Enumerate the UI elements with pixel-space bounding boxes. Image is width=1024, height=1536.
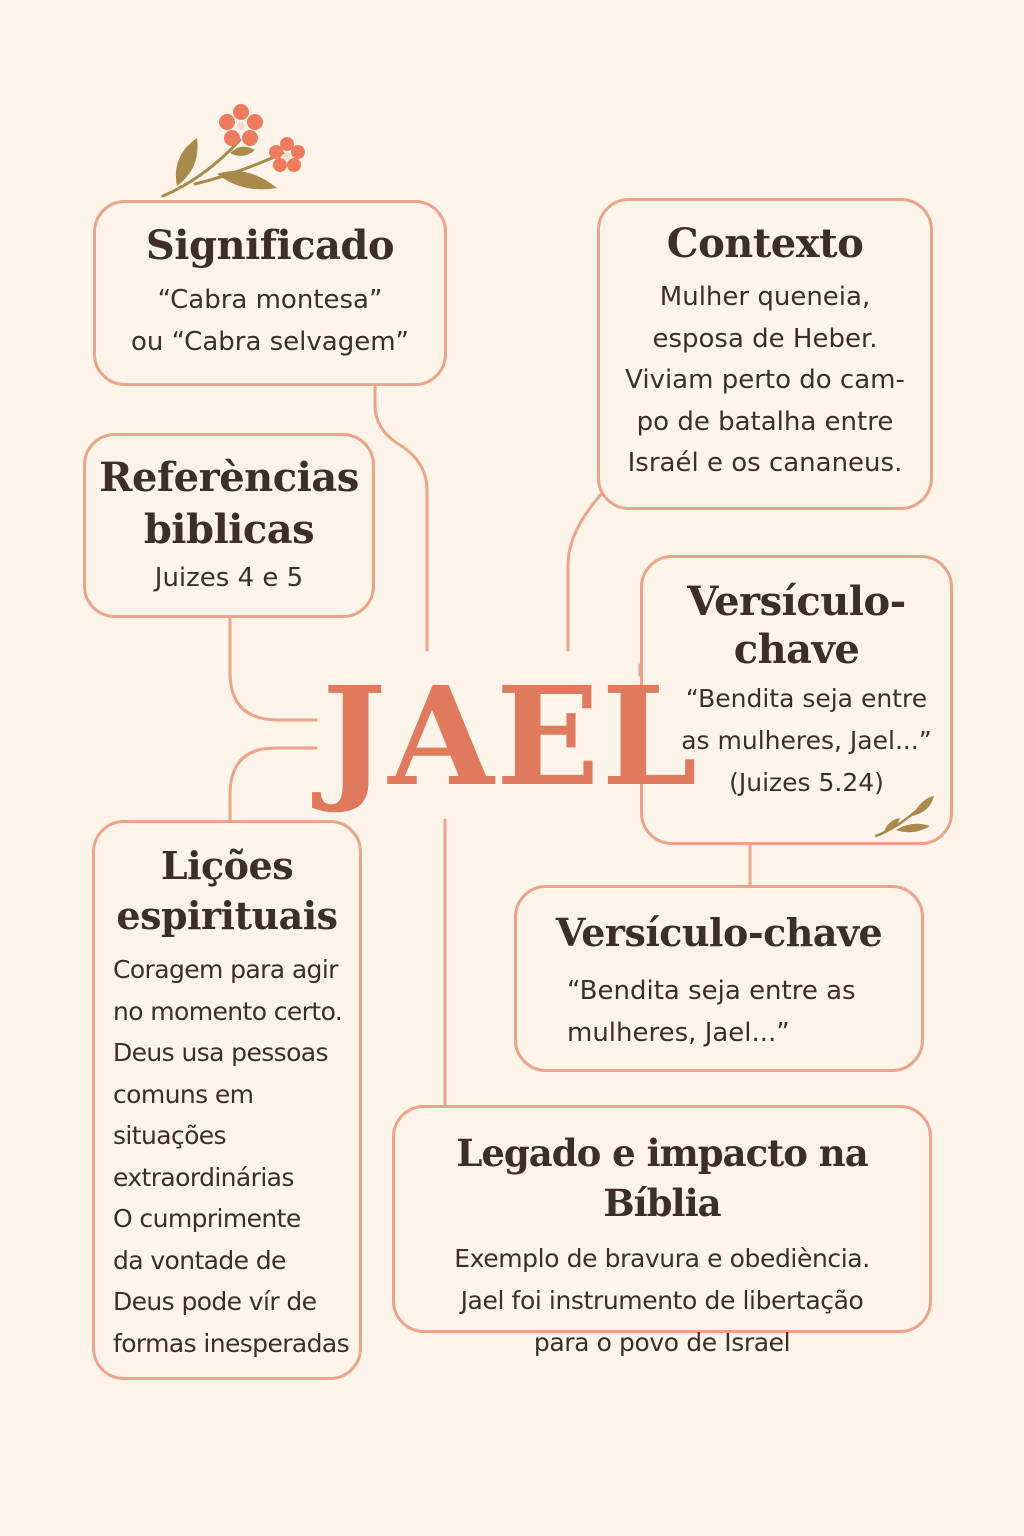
contexto-text: Mulher queneia, esposa de Heber. Viviam perto do cam- po de batalha entre Israél e os cananeus. — [625, 282, 905, 478]
versiculo-chave-2-heading: Versículo-chave — [555, 910, 883, 955]
referencias-text: Juizes 4 e 5 — [154, 563, 304, 593]
significado-heading: Significado — [145, 222, 395, 269]
contexto-heading: Contexto — [666, 220, 864, 267]
card-referencias — [83, 433, 375, 618]
versiculo-chave-1-text: “Bendita seja entre as mulheres, Jael...” (Juizes 5.24) — [681, 684, 932, 797]
main-title: JAEL — [322, 657, 700, 817]
flower-icon — [155, 98, 315, 203]
card-contexto — [597, 198, 933, 510]
leaf-icon — [872, 792, 936, 842]
licoes-heading: Lições espirituais — [116, 843, 338, 938]
legado-text: Exemplo de bravura e obediència. Jael foi instrumento de libertação para o povo de Israel — [454, 1244, 870, 1357]
card-significado — [93, 200, 447, 386]
connector-contexto — [568, 490, 605, 650]
connector-significado — [375, 385, 427, 650]
connector-referencias — [230, 615, 316, 720]
licoes-text: Coragem para agir no momento certo. Deus usa pessoas comuns em situações extraordinárias O cumprimente da vontade de Deus pode vír de formas inesperadas — [113, 955, 350, 1358]
card-versiculo-chave-2 — [514, 885, 924, 1072]
versiculo-chave-1-heading: Versículo- chave — [687, 578, 906, 673]
connector-licoes — [230, 748, 316, 820]
significado-text: “Cabra montesa” ou “Cabra selvagem” — [130, 285, 410, 357]
referencias-heading: Referèncias biblicas — [99, 454, 359, 553]
card-legado — [392, 1105, 932, 1357]
card-licoes — [92, 820, 362, 1380]
versiculo-chave-2-text: “Bendita seja entre as mulheres, Jael...” — [567, 976, 856, 1048]
legado-heading: Legado e impacto na Bíblia — [456, 1131, 868, 1225]
